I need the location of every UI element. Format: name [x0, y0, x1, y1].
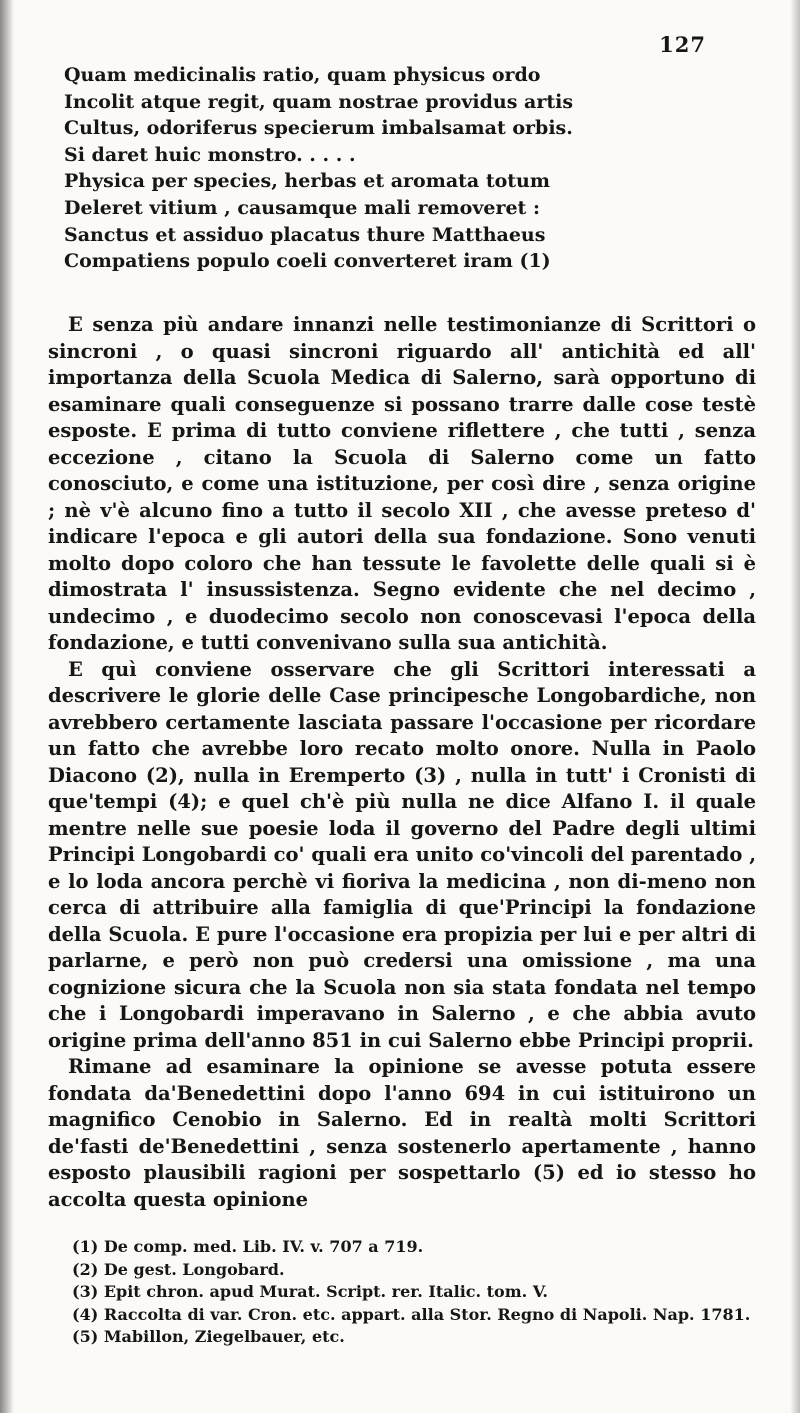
verse-line: Incolit atque regit, quam nostrae providus artis: [64, 90, 574, 113]
paragraph: E senza più andare innanzi nelle testimonianze di Scrittori o sincroni , o quasi sincroni riguardo all' antichità ed all' importanza della Scuola Medica di Salerno, sarà opportuno di esaminare quali conseguenze si possano trarre dalle cose testè esposte. E prima di tutto conviene riflettere , che tutti , senza eccezione , citano la Scuola di Salerno come un fatto conosciuto, e come una istituzione, per così dire , senza origine ; nè v'è alcuno fino a tutto il secolo XII , che avesse preteso d' indicare l'epoca e gli autori della sua fondazione. Sono venuti molto dopo coloro che han tessute le favolette delle quali si è dimostrata l' insussistenza. Segno evidente che nel decimo , undecimo , e duodecimo secolo non conoscevasi l'epoca della fondazione, e tutti convenivano sulla sua antichità.: [48, 313, 756, 654]
page-edge-shadow-right: [790, 0, 800, 1413]
verse-line: Deleret vitium , causamque mali removeret :: [64, 196, 540, 219]
verse-line: Quam medicinalis ratio, quam physicus ordo: [64, 64, 541, 86]
paragraph: E quì conviene osservare che gli Scrittori interessati a descrivere le glorie delle Case principesche Longobardiche, non avrebbero certamente lasciata passare l'occasione per ricordare un fatto che avrebbe loro recato molto onore. Nulla in Paolo Diacono (2), nulla in Eremperto (3) , nulla in tutt' i Cronisti di que'tempi (4); e quel ch'è più nulla ne dice Alfano I. il quale mentre nelle sue poesie loda il governo del Padre degli ultimi Principi Longobardi co' quali era unito co'vincoli del parentado , e lo loda ancora perchè vi fioriva la medicina , non di-meno non cerca di attribuire alla famiglia di que'Principi la fondazione della Scuola. E pure l'occasione era propizia per lui e per altri di parlarne, e però non può credersi una omissione , ma una cognizione sicura che la Scuola non sia stata fondata nel tempo che i Longobardi imperavano in Salerno , e che abbia avuto origine prima dell'anno 851 in cui Salerno ebbe Principi proprii.: [48, 657, 756, 1052]
footnote: (2) De gest. Longobard.: [72, 1259, 285, 1279]
footnote: (3) Epit chron. apud Murat. Script. rer. Italic. tom. V.: [72, 1282, 548, 1301]
verse-line: Sanctus et assiduo placatus thure Matthaeus: [64, 223, 546, 246]
verse-line: Physica per species, herbas et aromata totum: [64, 170, 550, 193]
body-text: [48, 312, 756, 1213]
verse-line: Si daret huic monstro. . . . .: [64, 143, 356, 166]
verse-line: Cultus, odoriferus specierum imbalsamat orbis.: [64, 117, 573, 140]
latin-verse-quotation: [64, 62, 704, 275]
footnote: (1) De comp. med. Lib. IV. v. 707 a 719.: [72, 1237, 424, 1256]
page-number: 127: [659, 32, 706, 57]
page-edge-shadow-left: [0, 0, 14, 1413]
footnote: (5) Mabillon, Ziegelbauer, etc.: [72, 1327, 345, 1346]
footnotes: [72, 1236, 756, 1349]
paragraph: Rimane ad esaminare la opinione se avesse potuta essere fondata da'Benedettini dopo l'anno 694 in cui istituirono un magnifico Cenobio in Salerno. Ed in realtà molti Scrittori de'fasti de'Benedettini , senza sostenerlo apertamente , hanno esposto plausibili ragioni per sospettarlo (5) ed io stesso ho accolta questa opinione: [48, 1055, 756, 1211]
footnote: (4) Raccolta di var. Cron. etc. appart. alla Stor. Regno di Napoli. Nap. 1781.: [72, 1304, 751, 1324]
verse-line: Compatiens populo coeli converteret iram (1): [64, 250, 551, 273]
